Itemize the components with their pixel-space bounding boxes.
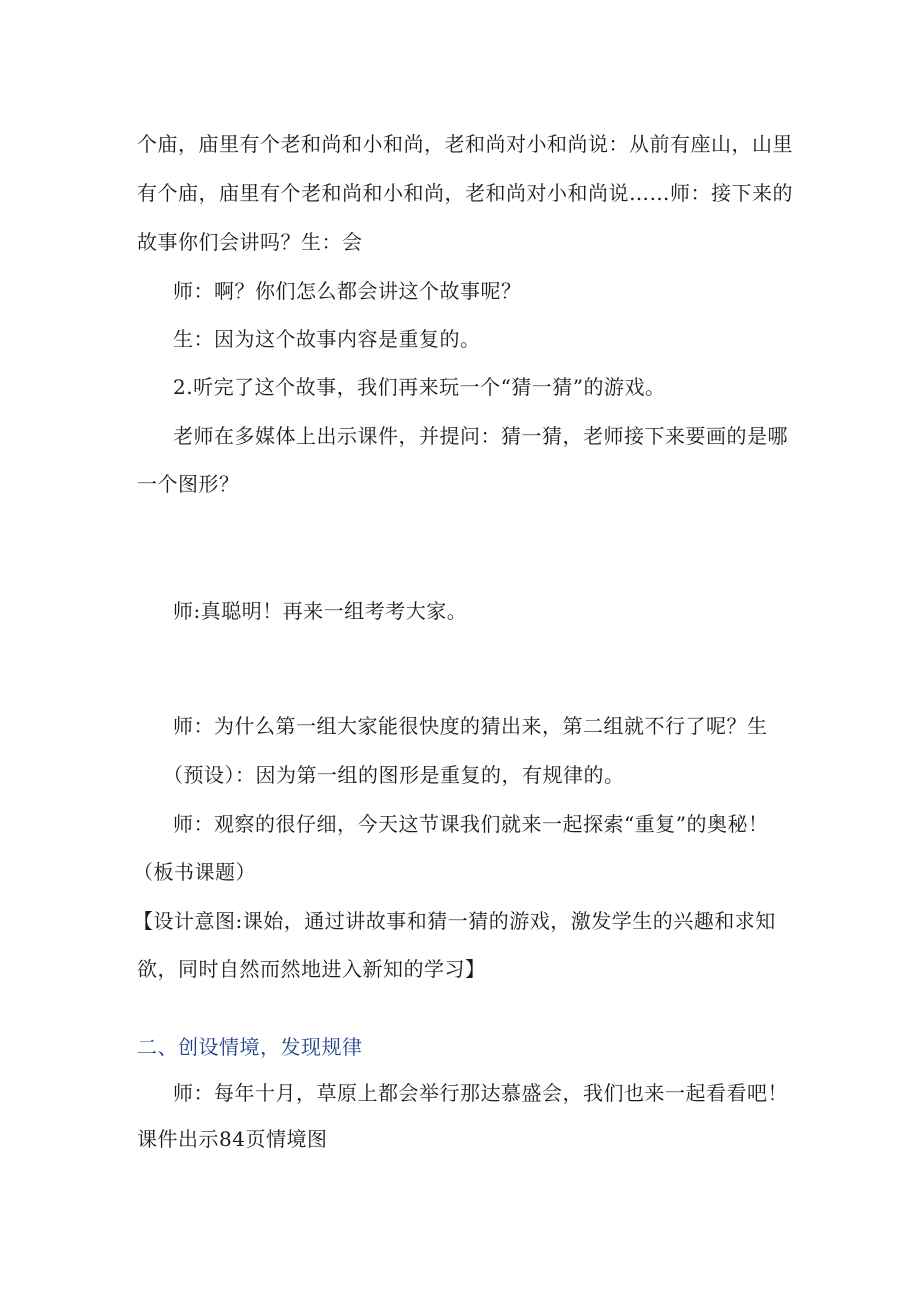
paragraph-line: 师：为什么第一组大家能很快度的猜出来，第二组就不行了呢？生: [173, 714, 768, 738]
paragraph-line: （预设）：因为第一组的图形是重复的，有规律的。: [163, 763, 625, 787]
paragraph-line: 有个庙，庙里有个老和尚和小和尚，老和尚对小和尚说……师：接下来的: [137, 181, 793, 205]
paragraph-line: 故事你们会讲吗？生：会: [137, 230, 363, 254]
paragraph-line: 师：每年十月，草原上都会举行那达慕盛会，我们也来一起看看吧！: [173, 1081, 788, 1105]
paragraph-line: 生：因为这个故事内容是重复的。: [173, 327, 481, 351]
paragraph-line: 课件出示84页情境图: [137, 1127, 328, 1151]
paragraph-line: 师:真聪明！再来一组考考大家。: [173, 599, 468, 623]
paragraph-line: 【设计意图:课始，通过讲故事和猜一猜的游戏，激发学生的兴趣和求知: [133, 909, 776, 933]
paragraph-line: 老师在多媒体上出示课件，并提问：猜一猜，老师接下来要画的是哪: [173, 424, 788, 448]
section-heading: 二、创设情境，发现规律: [137, 1035, 363, 1059]
paragraph-line: （板书课题）: [133, 860, 256, 884]
paragraph-line: 一个图形？: [137, 472, 240, 496]
paragraph-line: 师：观察的很仔细，今天这节课我们就来一起探索“重复”的奥秘！: [173, 812, 769, 836]
paragraph-line: 师：啊？你们怎么都会讲这个故事呢？: [173, 279, 522, 303]
paragraph-line: 2.听完了这个故事，我们再来玩一个“猜一猜”的游戏。: [173, 375, 666, 399]
paragraph-line: 个庙，庙里有个老和尚和小和尚，老和尚对小和尚说：从前有座山，山里: [137, 132, 793, 156]
paragraph-line: 欲，同时自然而然地进入新知的学习】: [137, 957, 486, 981]
